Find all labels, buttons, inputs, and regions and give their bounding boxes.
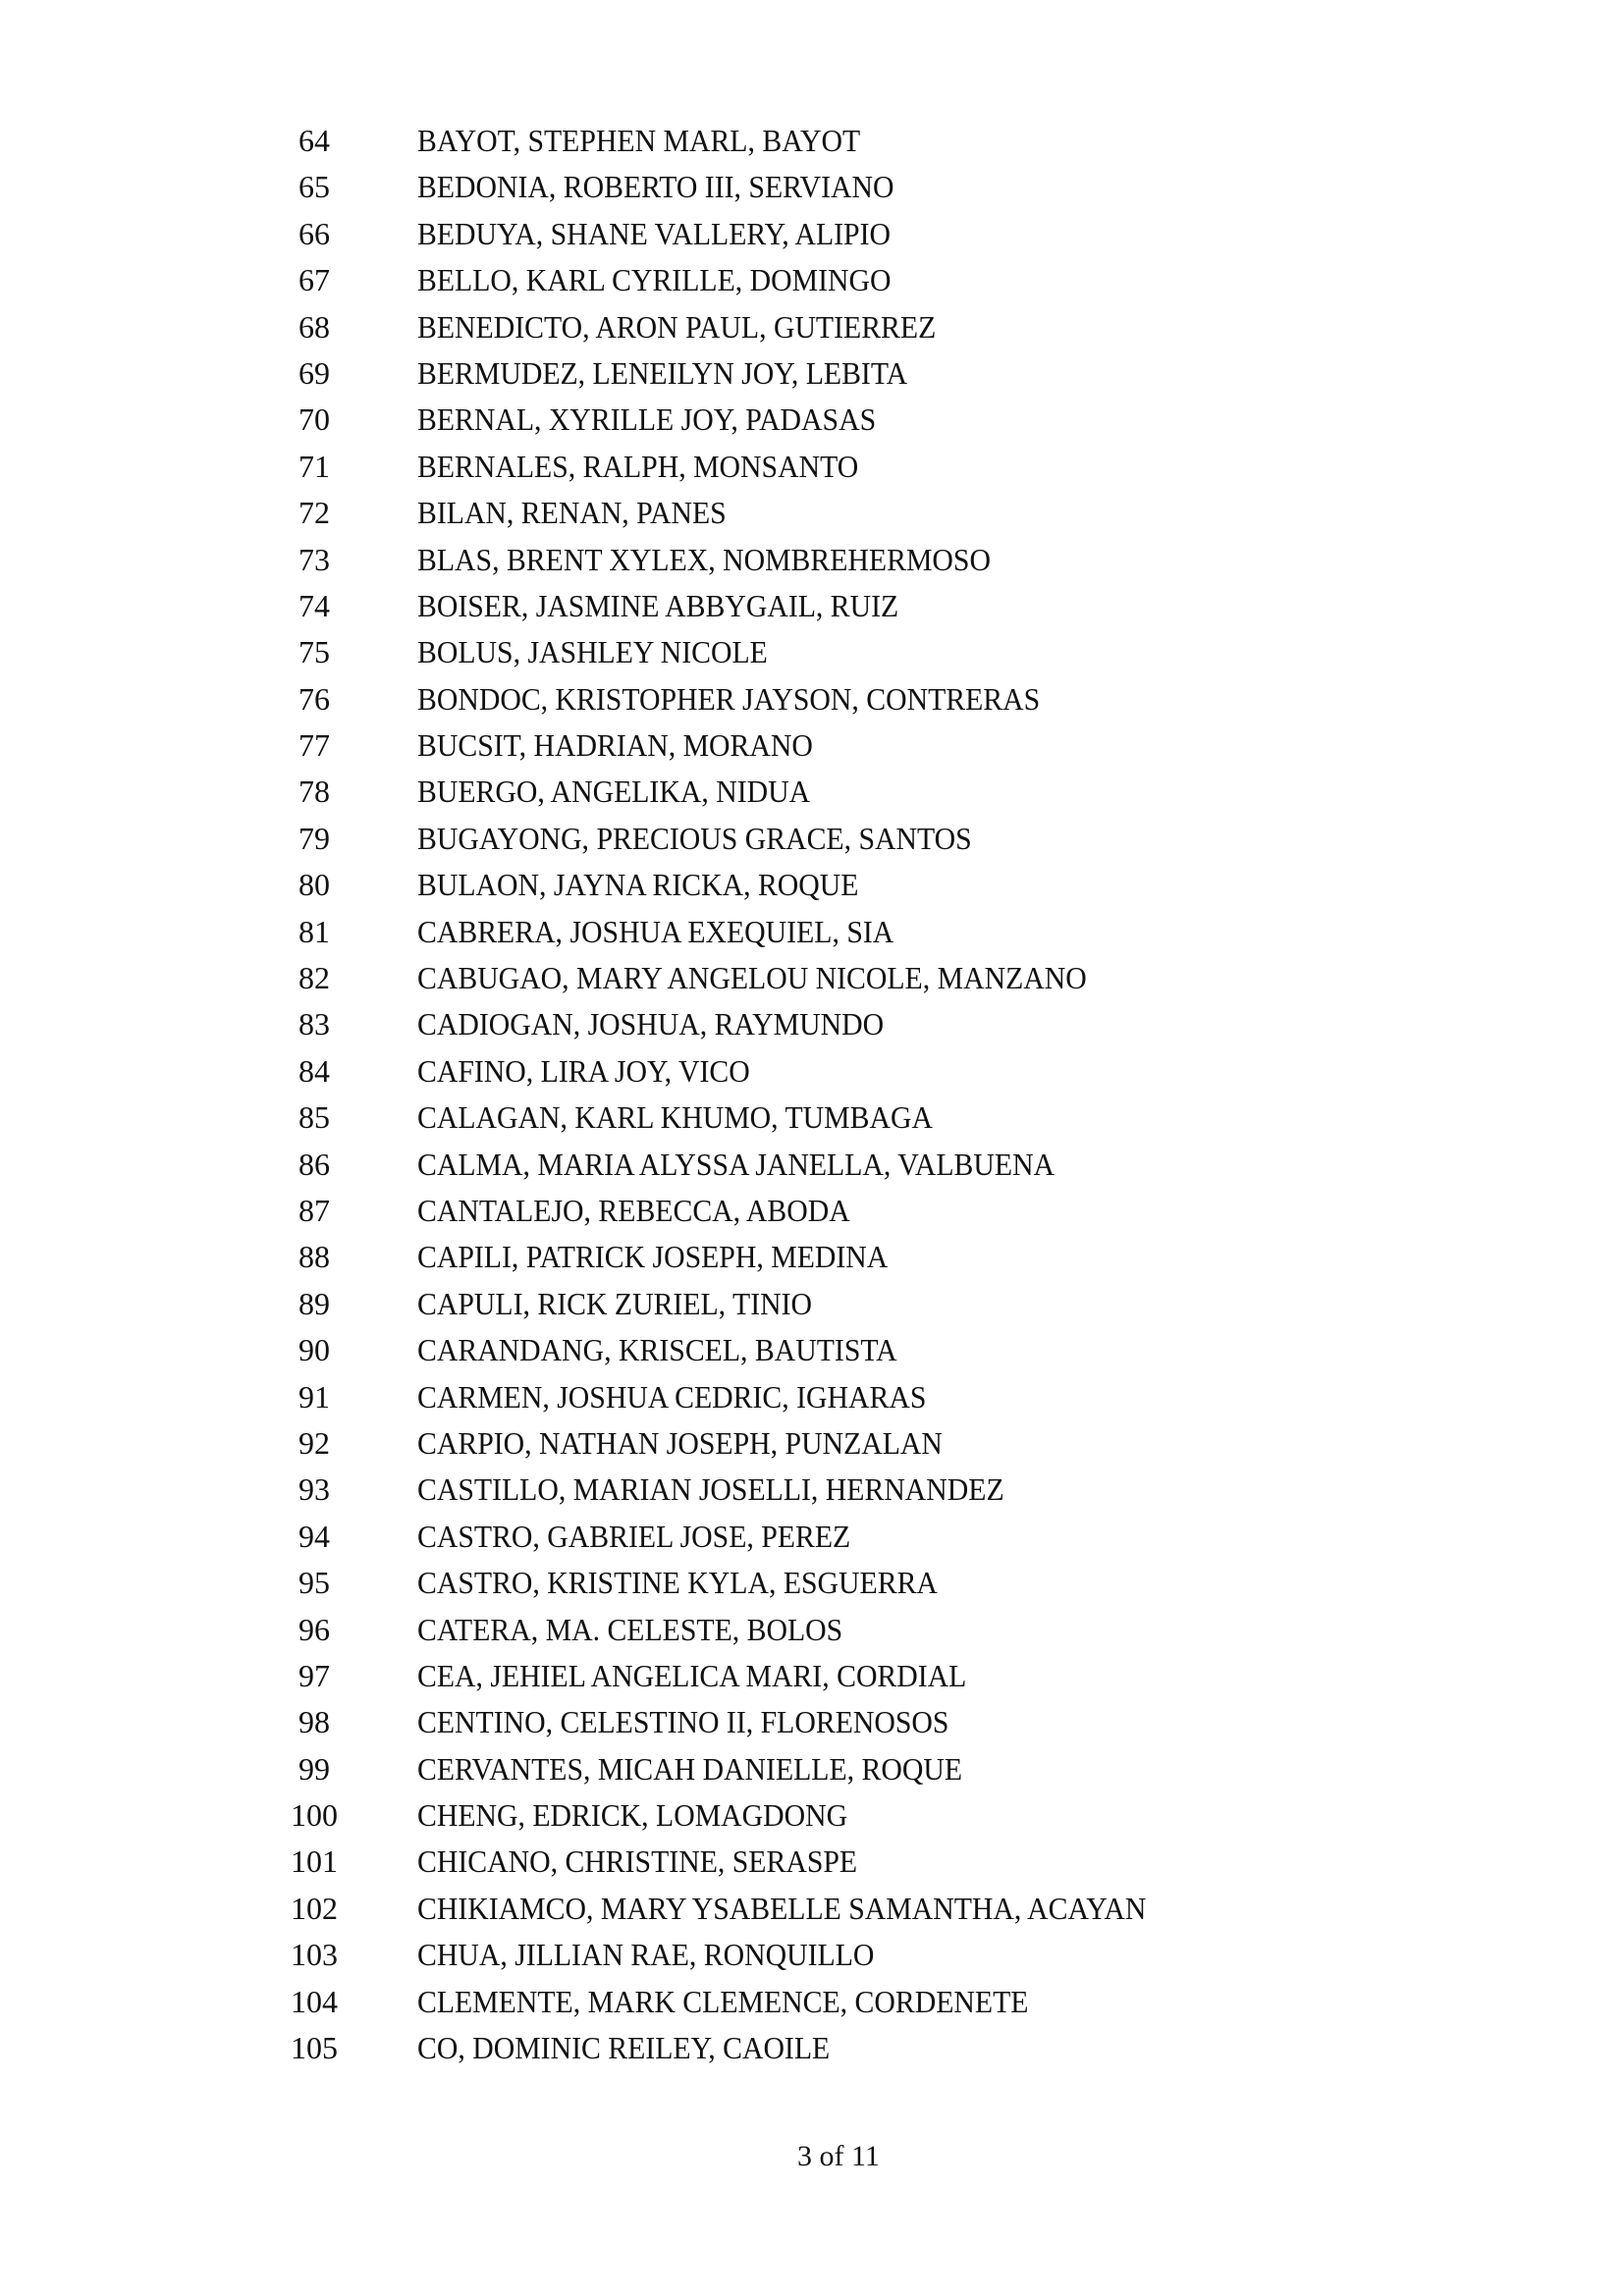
list-item [0,816,1624,862]
list-item [0,769,1624,815]
row-number: 80 [298,867,330,903]
list-item [0,1142,1624,1188]
row-number: 66 [298,215,330,251]
list-item [0,1886,1624,1932]
list-item [0,722,1624,769]
row-number: 78 [298,774,330,810]
list-item [0,629,1624,675]
row-number: 68 [298,308,330,345]
list-item [0,1653,1624,1699]
row-number: 91 [298,1378,330,1415]
row-name: BERNAL, XYRILLE JOY, PADASAS [417,401,877,438]
list-item [0,1746,1624,1792]
list-item [0,1001,1624,1047]
row-number: 81 [298,913,330,949]
row-name: CABUGAO, MARY ANGELOU NICOLE, MANZANO [417,960,1087,996]
row-name: BOISER, JASMINE ABBYGAIL, RUIZ [417,587,899,623]
row-number: 93 [298,1471,330,1508]
list-item [0,2025,1624,2071]
row-name: CO, DOMINIC REILEY, CAOILE [417,2030,831,2066]
row-number: 76 [298,680,330,717]
row-number: 71 [298,448,330,484]
page-number: 3 of 11 [797,2140,880,2172]
row-number: 77 [298,727,330,764]
row-number: 90 [298,1332,330,1368]
list-item [0,1699,1624,1745]
row-name: CANTALEJO, REBECCA, ABODA [417,1192,850,1228]
row-number: 86 [298,1146,330,1182]
list-item [0,676,1624,722]
list-item [0,1514,1624,1560]
row-number: 75 [298,634,330,670]
row-name: CEA, JEHIEL ANGELICA MARI, CORDIAL [417,1657,967,1693]
row-number: 104 [291,1983,338,2019]
row-number: 70 [298,401,330,438]
row-number: 82 [298,960,330,996]
list-item [0,537,1624,583]
row-number: 74 [298,587,330,623]
row-name: CARPIO, NATHAN JOSEPH, PUNZALAN [417,1424,943,1461]
row-name: CASTILLO, MARIAN JOSELLI, HERNANDEZ [417,1471,1004,1508]
row-number: 98 [298,1704,330,1740]
row-number: 84 [298,1052,330,1089]
row-name: BERMUDEZ, LENEILYN JOY, LEBITA [417,354,908,391]
list-item [0,1792,1624,1839]
row-number: 103 [291,1937,338,1973]
row-number: 99 [298,1750,330,1787]
list-item [0,1374,1624,1420]
row-name: CALMA, MARIA ALYSSA JANELLA, VALBUENA [417,1146,1056,1182]
list-item [0,1979,1624,2025]
row-number: 87 [298,1192,330,1228]
row-number: 65 [298,169,330,205]
row-name: BEDUYA, SHANE VALLERY, ALIPIO [417,215,892,251]
list-item [0,118,1624,164]
row-number: 69 [298,354,330,391]
list-item [0,1048,1624,1095]
row-name: CALAGAN, KARL KHUMO, TUMBAGA [417,1099,933,1136]
row-number: 101 [291,1843,338,1880]
list-item [0,257,1624,303]
row-number: 95 [298,1565,330,1601]
row-name: BILAN, RENAN, PANES [417,495,727,531]
row-number: 92 [298,1424,330,1461]
row-number: 88 [298,1239,330,1275]
list-item [0,1607,1624,1653]
list-item [0,350,1624,397]
row-name: CHENG, EDRICK, LOMAGDONG [417,1797,848,1834]
row-name: BUGAYONG, PRECIOUS GRACE, SANTOS [417,820,972,856]
row-number: 105 [291,2030,338,2066]
row-name: BELLO, KARL CYRILLE, DOMINGO [417,262,892,298]
list-item [0,397,1624,443]
list-item [0,1188,1624,1234]
row-number: 102 [291,1890,338,1926]
row-name: BLAS, BRENT XYLEX, NOMBREHERMOSO [417,541,991,577]
row-name: CLEMENTE, MARK CLEMENCE, CORDENETE [417,1983,1029,2019]
row-number: 94 [298,1518,330,1554]
row-name: BOLUS, JASHLEY NICOLE [417,634,768,670]
row-number: 85 [298,1099,330,1136]
row-name: CHUA, JILLIAN RAE, RONQUILLO [417,1937,875,1973]
list-item [0,1420,1624,1467]
list-item [0,862,1624,908]
row-name: CARMEN, JOSHUA CEDRIC, IGHARAS [417,1378,927,1415]
row-name: CARANDANG, KRISCEL, BAUTISTA [417,1332,897,1368]
row-name: CAPILI, PATRICK JOSEPH, MEDINA [417,1239,889,1275]
row-name: BEDONIA, ROBERTO III, SERVIANO [417,169,894,205]
row-name: BAYOT, STEPHEN MARL, BAYOT [417,123,861,158]
row-name: CHICANO, CHRISTINE, SERASPE [417,1843,858,1880]
row-number: 72 [298,495,330,531]
row-name: CABRERA, JOSHUA EXEQUIEL, SIA [417,913,894,949]
row-number: 67 [298,262,330,298]
list-item [0,1839,1624,1885]
list-item [0,583,1624,629]
list-item [0,1932,1624,1978]
row-name: CENTINO, CELESTINO II, FLORENOSOS [417,1704,949,1740]
list-item [0,490,1624,536]
row-name: CHIKIAMCO, MARY YSABELLE SAMANTHA, ACAYAN [417,1890,1147,1926]
row-name: BERNALES, RALPH, MONSANTO [417,448,859,484]
row-number: 83 [298,1006,330,1042]
list-item [0,1095,1624,1141]
row-name: BUCSIT, HADRIAN, MORANO [417,727,813,764]
name-list [0,118,1624,2071]
list-item [0,1560,1624,1606]
row-name: CATERA, MA. CELESTE, BOLOS [417,1611,843,1647]
row-number: 100 [291,1797,338,1834]
list-item [0,164,1624,210]
row-name: BULAON, JAYNA RICKA, ROQUE [417,867,859,903]
row-number: 64 [298,123,330,158]
row-name: BONDOC, KRISTOPHER JAYSON, CONTRERAS [417,680,1041,717]
list-item [0,909,1624,955]
list-item [0,1467,1624,1513]
row-number: 73 [298,541,330,577]
row-name: CERVANTES, MICAH DANIELLE, ROQUE [417,1750,963,1787]
list-item [0,1281,1624,1327]
row-number: 89 [298,1285,330,1321]
row-name: CAFINO, LIRA JOY, VICO [417,1052,750,1089]
list-item [0,444,1624,490]
row-number: 96 [298,1611,330,1647]
list-item [0,304,1624,350]
row-name: BUERGO, ANGELIKA, NIDUA [417,774,811,810]
row-name: CADIOGAN, JOSHUA, RAYMUNDO [417,1006,885,1042]
list-item [0,1234,1624,1280]
row-name: BENEDICTO, ARON PAUL, GUTIERREZ [417,308,937,345]
row-name: CASTRO, GABRIEL JOSE, PEREZ [417,1518,851,1554]
list-item [0,955,1624,1001]
row-name: CAPULI, RICK ZURIEL, TINIO [417,1285,813,1321]
row-number: 97 [298,1657,330,1693]
list-item [0,1327,1624,1373]
list-item [0,211,1624,257]
row-number: 79 [298,820,330,856]
row-name: CASTRO, KRISTINE KYLA, ESGUERRA [417,1565,938,1601]
